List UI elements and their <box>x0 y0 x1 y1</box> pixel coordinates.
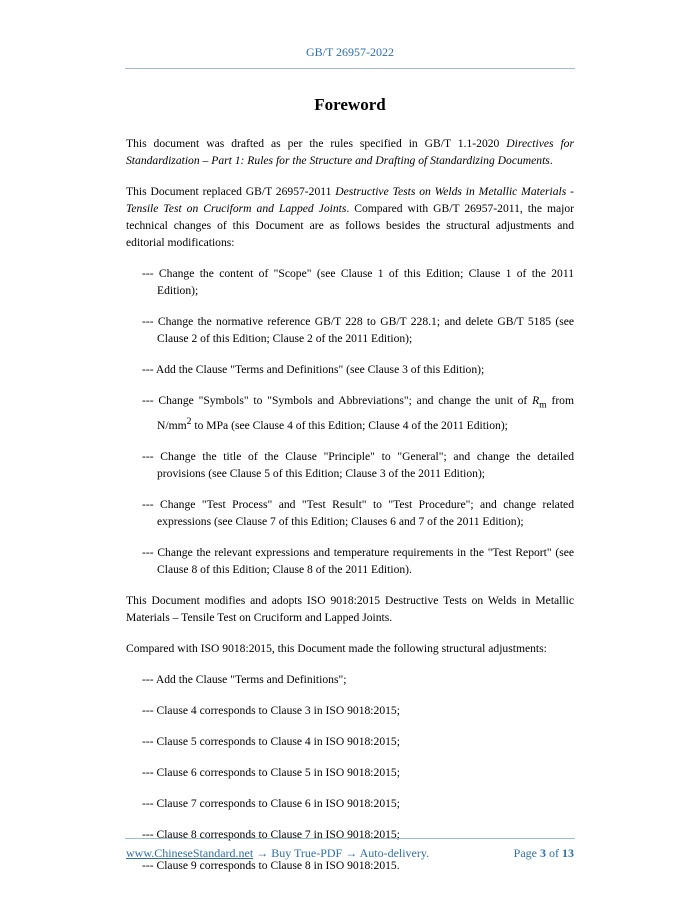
page-title: Foreword <box>314 95 386 114</box>
list-item: --- Add the Clause "Terms and Definitions" (see Clause 3 of this Edition); <box>142 363 485 376</box>
list-item: --- Change the content of "Scope" (see Clause 1 of this Edition; Clause 1 of the 2011 Edition); <box>142 267 574 297</box>
document-body <box>126 135 574 874</box>
list-item: --- Change "Symbols" to "Symbols and Abbreviations"; and change the unit of $R_m$ from $N/mm^2$ to MPa (see Clause 4 of this Edition; Clause 4 of the 2011 Edition); <box>142 394 574 433</box>
current-page: 3 <box>540 846 546 860</box>
list-item: --- Clause 8 corresponds to Clause 7 in ISO 9018:2015; <box>142 828 400 842</box>
list-item: --- Clause 6 corresponds to Clause 5 in ISO 9018:2015; <box>142 766 400 780</box>
paragraph-structural-adjustments: Compared with ISO 9018:2015, this Document made the following structural adjustments: <box>126 642 547 656</box>
paragraph-drafting-rules: This document was drafted as per the rules specified in GB/T 1.1-2020 Directives for Standardization – Part 1: Rules for the Structure and Drafting of Standardizing Documents. <box>126 137 574 167</box>
footer-divider <box>125 838 575 839</box>
running-header: GB/T 26957-2022 <box>305 45 395 59</box>
list-item: --- Change the normative reference GB/T 228 to GB/T 228.1; and delete GB/T 5185 (see Clause 2 of this Edition; Clause 2 of the 2011 Edition); <box>142 315 574 345</box>
footer <box>126 846 574 861</box>
list-item: --- Change "Test Process" and "Test Result" to "Test Procedure"; and change related expressions (see Clause 7 of this Edition; Clauses 6 and 7 of the 2011 Edition); <box>142 498 574 529</box>
list-item: --- Clause 7 corresponds to Clause 6 in ISO 9018:2015; <box>142 797 400 811</box>
list-item: --- Clause 4 corresponds to Clause 3 in ISO 9018:2015; <box>142 704 400 718</box>
list-item: --- Clause 5 corresponds to Clause 4 in ISO 9018:2015; <box>142 735 400 749</box>
page-indicator: Page 3 of 13 <box>513 846 574 860</box>
total-pages: 13 <box>562 846 574 860</box>
list-item: --- Change the title of the Clause "Principle" to "General"; and change the detailed provisions (see Clause 5 of this Edition; Clause 3 of the 2011 Edition); <box>142 450 574 481</box>
footer-promo: → Buy True-PDF → Auto-delivery. <box>253 846 430 860</box>
paragraph-replacement: This Document replaced GB/T 26957-2011 Destructive Tests on Welds in Metallic Materials - Tensile Test on Cruciform and Lapped Joints. Compared with GB/T 26957-2011, the major technical changes of this Document are as follows besides the structural adjustments and editorial modifications: <box>126 185 574 249</box>
header-divider <box>125 68 575 69</box>
list-item: --- Clause 9 corresponds to Clause 8 in ISO 9018:2015. <box>142 859 400 873</box>
website-link[interactable]: www.ChineseStandard.net <box>126 846 254 860</box>
list-item: --- Change the relevant expressions and temperature requirements in the "Test Report" (see Clause 8 of this Edition; Clause 8 of the 2011 Edition). <box>142 546 574 577</box>
paragraph-iso-adoption: This Document modifies and adopts ISO 9018:2015 Destructive Tests on Welds in Metallic Materials – Tensile Test on Cruciform and Lapped Joints. <box>126 594 574 625</box>
list-item: --- Add the Clause "Terms and Definitions"; <box>142 673 347 687</box>
